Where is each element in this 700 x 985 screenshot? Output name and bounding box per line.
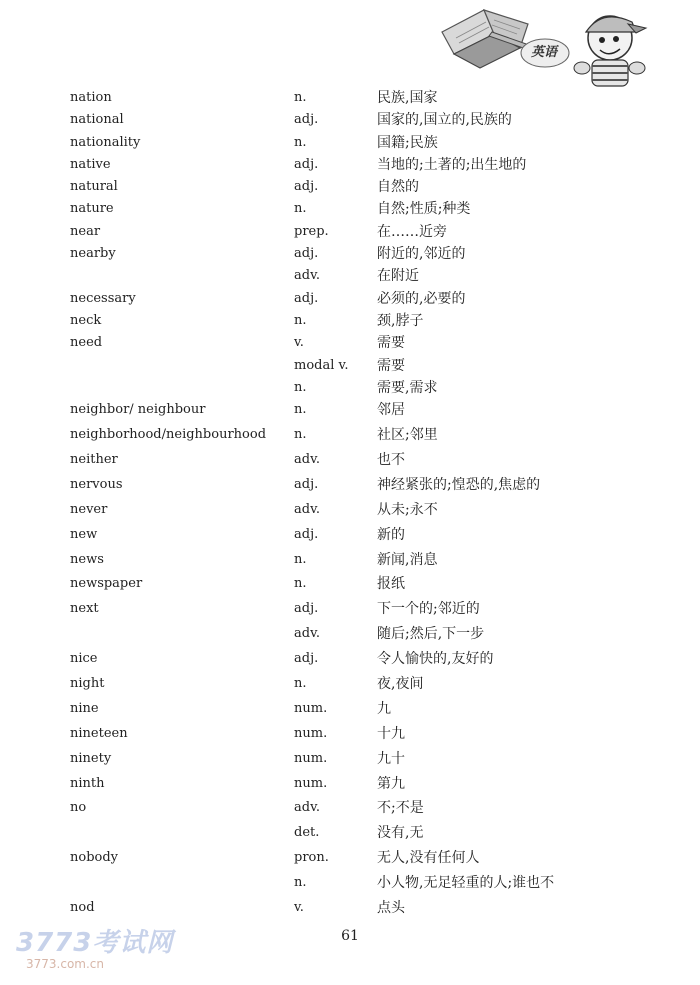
vocab-entry: [70, 573, 630, 598]
entry-meaning: 点头: [377, 899, 405, 916]
page-number: 61: [341, 928, 359, 944]
entry-meaning: 民族,国家: [377, 90, 438, 106]
entry-word: nod: [70, 899, 95, 915]
vocab-entry: [70, 648, 630, 673]
entry-part-of-speech: adv.: [294, 626, 321, 642]
vocab-entry: [70, 872, 630, 897]
entry-part-of-speech: n.: [294, 875, 307, 891]
entry-meaning: 当地的;土著的;出生地的: [377, 156, 527, 173]
entry-part-of-speech: adj.: [294, 601, 319, 617]
entry-part-of-speech: n.: [294, 402, 307, 418]
entry-part-of-speech: n.: [294, 134, 307, 150]
entry-word: neither: [70, 451, 118, 467]
entry-meaning: 随后;然后,下一步: [377, 626, 485, 643]
vocab-entry: [70, 198, 630, 220]
vocab-entry: [70, 243, 630, 265]
entry-word: newspaper: [70, 576, 143, 592]
vocab-entry: [70, 549, 630, 574]
watermark-brand: 3773考试网: [16, 928, 174, 958]
entry-part-of-speech: adv.: [294, 268, 321, 284]
entry-word: ninth: [70, 775, 105, 791]
entry-meaning: 第九: [377, 775, 405, 792]
vocab-entry: [70, 822, 630, 847]
entry-word: neck: [70, 312, 102, 328]
entry-word: nearby: [70, 246, 116, 262]
entry-word: never: [70, 501, 108, 517]
entry-meaning: 无人,没有任何人: [377, 850, 480, 867]
entry-part-of-speech: n.: [294, 675, 307, 691]
entry-part-of-speech: adv.: [294, 501, 321, 517]
entry-word: nation: [70, 90, 112, 105]
vocab-entry: [70, 176, 630, 198]
vocab-entry: [70, 773, 630, 798]
entry-meaning: 社区;邻里: [377, 427, 438, 444]
entry-meaning: 需要,需求: [377, 379, 438, 396]
entry-meaning: 令人愉快的,友好的: [377, 651, 494, 668]
entry-part-of-speech: adj.: [294, 476, 319, 492]
entry-meaning: 也不: [377, 451, 405, 468]
entry-word: nature: [70, 201, 114, 217]
entry-part-of-speech: adj.: [294, 290, 319, 306]
entry-word: national: [70, 112, 124, 128]
entry-word: new: [70, 526, 98, 542]
vocab-entry: [70, 623, 630, 648]
entry-part-of-speech: n.: [294, 90, 307, 105]
entry-part-of-speech: prep.: [294, 223, 329, 239]
entry-meaning: 附近的,邻近的: [377, 246, 466, 263]
entry-meaning: 夜,夜间: [377, 675, 424, 692]
entry-part-of-speech: n.: [294, 576, 307, 592]
entry-word: nineteen: [70, 725, 128, 741]
entry-part-of-speech: v.: [294, 899, 304, 915]
entry-word: native: [70, 156, 111, 172]
entry-part-of-speech: num.: [294, 725, 328, 741]
vocab-entry: [70, 424, 630, 449]
entry-part-of-speech: adv.: [294, 800, 321, 816]
entry-word: neighbor/ neighbour: [70, 402, 206, 418]
vocab-entry: [70, 377, 630, 399]
entry-part-of-speech: det.: [294, 825, 320, 841]
entry-word: nice: [70, 651, 98, 667]
entry-part-of-speech: n.: [294, 551, 307, 567]
entry-meaning: 十九: [377, 725, 405, 742]
vocabulary-list: [70, 87, 630, 922]
entry-word: necessary: [70, 290, 136, 306]
vocab-entry: [70, 897, 630, 922]
vocab-entry: [70, 310, 630, 332]
entry-meaning: 邻居: [377, 402, 405, 419]
entry-word: need: [70, 335, 103, 351]
vocab-entry: [70, 355, 630, 377]
entry-meaning: 不;不是: [377, 800, 424, 817]
entry-meaning: 下一个的;邻近的: [377, 601, 480, 618]
vocab-entry: [70, 132, 630, 154]
entry-meaning: 需要: [377, 335, 405, 352]
entry-meaning: 在……近旁: [377, 223, 447, 240]
entry-word: no: [70, 800, 87, 816]
entry-part-of-speech: num.: [294, 775, 328, 791]
entry-meaning: 小人物,无足轻重的人;谁也不: [377, 875, 555, 892]
entry-word: nobody: [70, 850, 119, 866]
vocab-entry: [70, 698, 630, 723]
entry-word: nervous: [70, 476, 123, 492]
vocab-entry: [70, 221, 630, 243]
vocab-entry: [70, 748, 630, 773]
vocab-entry: [70, 723, 630, 748]
vocab-entry: [70, 499, 630, 524]
entry-part-of-speech: adj.: [294, 156, 319, 172]
entry-word: night: [70, 675, 105, 691]
entry-meaning: 国籍;民族: [377, 134, 438, 151]
entry-word: neighborhood/neighbourhood: [70, 427, 267, 443]
vocab-entry: [70, 288, 630, 310]
entry-part-of-speech: num.: [294, 750, 328, 766]
entry-meaning: 颈,脖子: [377, 312, 424, 329]
vocab-entry: [70, 265, 630, 287]
vocab-entry: [70, 474, 630, 499]
vocab-entry: [70, 673, 630, 698]
entry-meaning: 九: [377, 700, 391, 717]
entry-part-of-speech: v.: [294, 335, 304, 351]
entry-meaning: 报纸: [377, 576, 405, 593]
entry-part-of-speech: adj.: [294, 651, 319, 667]
subject-label: 英语: [530, 45, 557, 60]
entry-word: ninety: [70, 750, 112, 766]
entry-word: near: [70, 223, 101, 239]
entry-part-of-speech: num.: [294, 700, 328, 716]
entry-part-of-speech: adv.: [294, 451, 321, 467]
entry-meaning: 从未;永不: [377, 501, 438, 518]
entry-word: news: [70, 551, 104, 567]
entry-part-of-speech: n.: [294, 427, 307, 443]
entry-word: natural: [70, 179, 118, 195]
vocab-entry: [70, 847, 630, 872]
watermark-url: 3773.com.cn: [26, 957, 104, 971]
entry-word: nine: [70, 700, 99, 716]
entry-part-of-speech: adj.: [294, 112, 319, 128]
vocab-entry: [70, 598, 630, 623]
entry-meaning: 九十: [377, 750, 405, 767]
entry-part-of-speech: n.: [294, 379, 307, 395]
cartoon-boy-icon: [574, 16, 646, 86]
entry-meaning: 没有,无: [377, 825, 424, 842]
watermark: [16, 922, 173, 971]
entry-part-of-speech: pron.: [294, 850, 329, 866]
entry-part-of-speech: adj.: [294, 179, 319, 195]
vocab-entry: [70, 154, 630, 176]
entry-meaning: 需要: [377, 357, 405, 374]
entry-meaning: 在附近: [377, 268, 419, 285]
entry-meaning: 自然的: [377, 179, 419, 196]
vocab-entry: [70, 109, 630, 131]
entry-part-of-speech: n.: [294, 201, 307, 217]
entry-meaning: 必须的,必要的: [377, 290, 466, 307]
entry-part-of-speech: adj.: [294, 526, 319, 542]
entry-part-of-speech: n.: [294, 312, 307, 328]
vocab-entry: [70, 524, 630, 549]
entry-part-of-speech: modal v.: [294, 357, 349, 373]
entry-meaning: 新闻,消息: [377, 551, 438, 568]
entry-word: next: [70, 601, 99, 617]
entry-word: nationality: [70, 134, 141, 150]
entry-meaning: 自然;性质;种类: [377, 201, 471, 218]
vocab-entry: [70, 399, 630, 424]
header-illustration: [432, 2, 700, 92]
entry-part-of-speech: adj.: [294, 246, 319, 262]
entry-meaning: 新的: [377, 526, 405, 543]
entry-meaning: 神经紧张的;惶恐的,焦虑的: [377, 476, 541, 493]
entry-meaning: 国家的,国立的,民族的: [377, 112, 512, 129]
vocab-entry: [70, 449, 630, 474]
vocab-entry: [70, 797, 630, 822]
vocab-entry: [70, 332, 630, 354]
vocab-entry: [70, 87, 630, 109]
